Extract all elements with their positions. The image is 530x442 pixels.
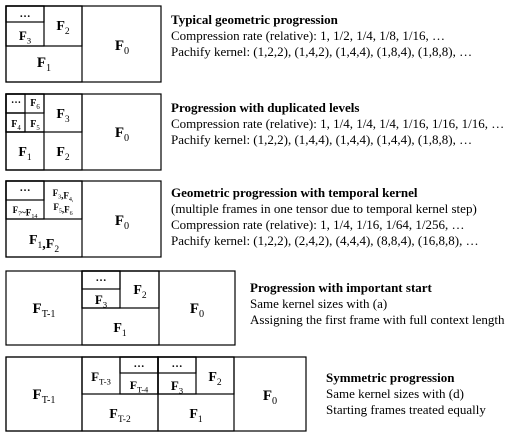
cell-ellipsis-right: …: [171, 358, 183, 370]
cell-f4: $F_4$: [11, 119, 21, 132]
panel-c: [0, 176, 530, 266]
panel-a: [0, 0, 530, 88]
panel-line: Assigning the first frame with full context length: [250, 312, 505, 327]
cell-f1: $F_1$: [189, 407, 203, 425]
cell-f3f4: $F_3,F_{4,}$: [52, 188, 74, 203]
panel-title: Progression with duplicated levels: [171, 100, 360, 115]
panel-d-diagram: [0, 266, 240, 350]
panel-title: Symmetric progression: [326, 370, 455, 385]
panel-line: (multiple frames in one tensor due to temporal kernel step): [171, 201, 477, 216]
panel-title: Progression with important start: [250, 280, 432, 295]
cell-f2: $F_2$: [56, 145, 70, 163]
panel-line: Pachify kernel: (1,2,2), (2,4,2), (4,4,4), (8,8,4), (16,8,8), …: [171, 233, 479, 248]
cell-ft1: $F_{T-1}$: [32, 301, 56, 321]
cell-f0: $F_0$: [262, 388, 278, 408]
cell-f5: $F_5$: [30, 119, 40, 132]
panel-line: Pachify kernel: (1,2,2), (1,4,2), (1,4,4), (1,8,4), (1,8,8), …: [171, 44, 473, 59]
cell-f3: $F_3$: [18, 28, 32, 46]
cell-f2: $F_2$: [133, 283, 147, 301]
cell-f0: $F_0$: [114, 38, 130, 58]
cell-f2: $F_2$: [208, 370, 222, 388]
cell-f1: $F_1$: [36, 55, 52, 75]
panel-b-diagram: [0, 89, 170, 175]
cell-f3: $F_3$: [94, 292, 108, 310]
panel-line: Compression rate (relative): 1, 1/4, 1/16, 1/64, 1/256, …: [171, 217, 465, 232]
cell-ellipsis: …: [19, 182, 31, 194]
cell-ft1: $F_{T-1}$: [32, 387, 56, 407]
cell-f5f6: $F_5,F_6$: [53, 202, 73, 217]
cell-f0: $F_0$: [189, 301, 205, 321]
cell-f1: $F_1$: [113, 321, 127, 339]
cell-f3: $F_3$: [170, 378, 184, 396]
panel-e: [0, 352, 530, 438]
cell-ellipsis: …: [11, 95, 21, 106]
cell-f2: $F_2$: [56, 19, 70, 37]
cell-ft2: $F_{T-2}$: [109, 407, 131, 425]
panel-line: Compression rate (relative): 1, 1/4, 1/4, 1/4, 1/16, 1/16, 1/16, …: [171, 116, 505, 131]
cell-ft4: $F_{T-4}$: [129, 378, 149, 395]
panel-line: Compression rate (relative): 1, 1/2, 1/4, 1/8, 1/16, …: [171, 28, 446, 43]
panel-line: Same kernel sizes with (d): [326, 386, 464, 401]
panel-line: Same kernel sizes with (a): [250, 296, 388, 311]
panel-line: Pachify kernel: (1,2,2), (1,4,4), (1,4,4), (1,4,4), (1,8,8), …: [171, 132, 473, 147]
panel-b-text: [171, 100, 504, 148]
panel-b: [0, 89, 530, 175]
panel-c-text: [171, 185, 479, 249]
panel-title: Geometric progression with temporal kernel: [171, 185, 418, 200]
cell-f3: $F_3$: [56, 107, 70, 125]
cell-f1: $F_1$: [18, 145, 32, 163]
cell-f6: $F_6$: [30, 98, 40, 111]
panel-d-text: [250, 280, 505, 328]
cell-ellipsis: …: [95, 272, 107, 284]
cell-f7f14: $F_7\sim F_{14}$: [12, 205, 38, 220]
left-box: [6, 357, 82, 431]
cell-f0: $F_0$: [114, 125, 130, 145]
panel-e-diagram: [0, 352, 320, 438]
cell-ellipsis-left: …: [133, 358, 145, 370]
cell-f0: $F_0$: [114, 213, 130, 233]
panel-e-text: [326, 370, 486, 418]
panel-a-text: [171, 12, 472, 60]
panel-a-diagram: [0, 0, 170, 88]
panel-c-diagram: [0, 176, 170, 266]
cell-ft3: $F_{T-3}$: [91, 369, 111, 387]
panel-d: [0, 266, 530, 350]
cell-f1f2: $F_1,F_2$: [28, 233, 60, 255]
panel-line: Starting frames treated equally: [326, 402, 486, 417]
panel-title: Typical geometric progression: [171, 12, 338, 27]
cell-ellipsis: …: [19, 8, 31, 20]
